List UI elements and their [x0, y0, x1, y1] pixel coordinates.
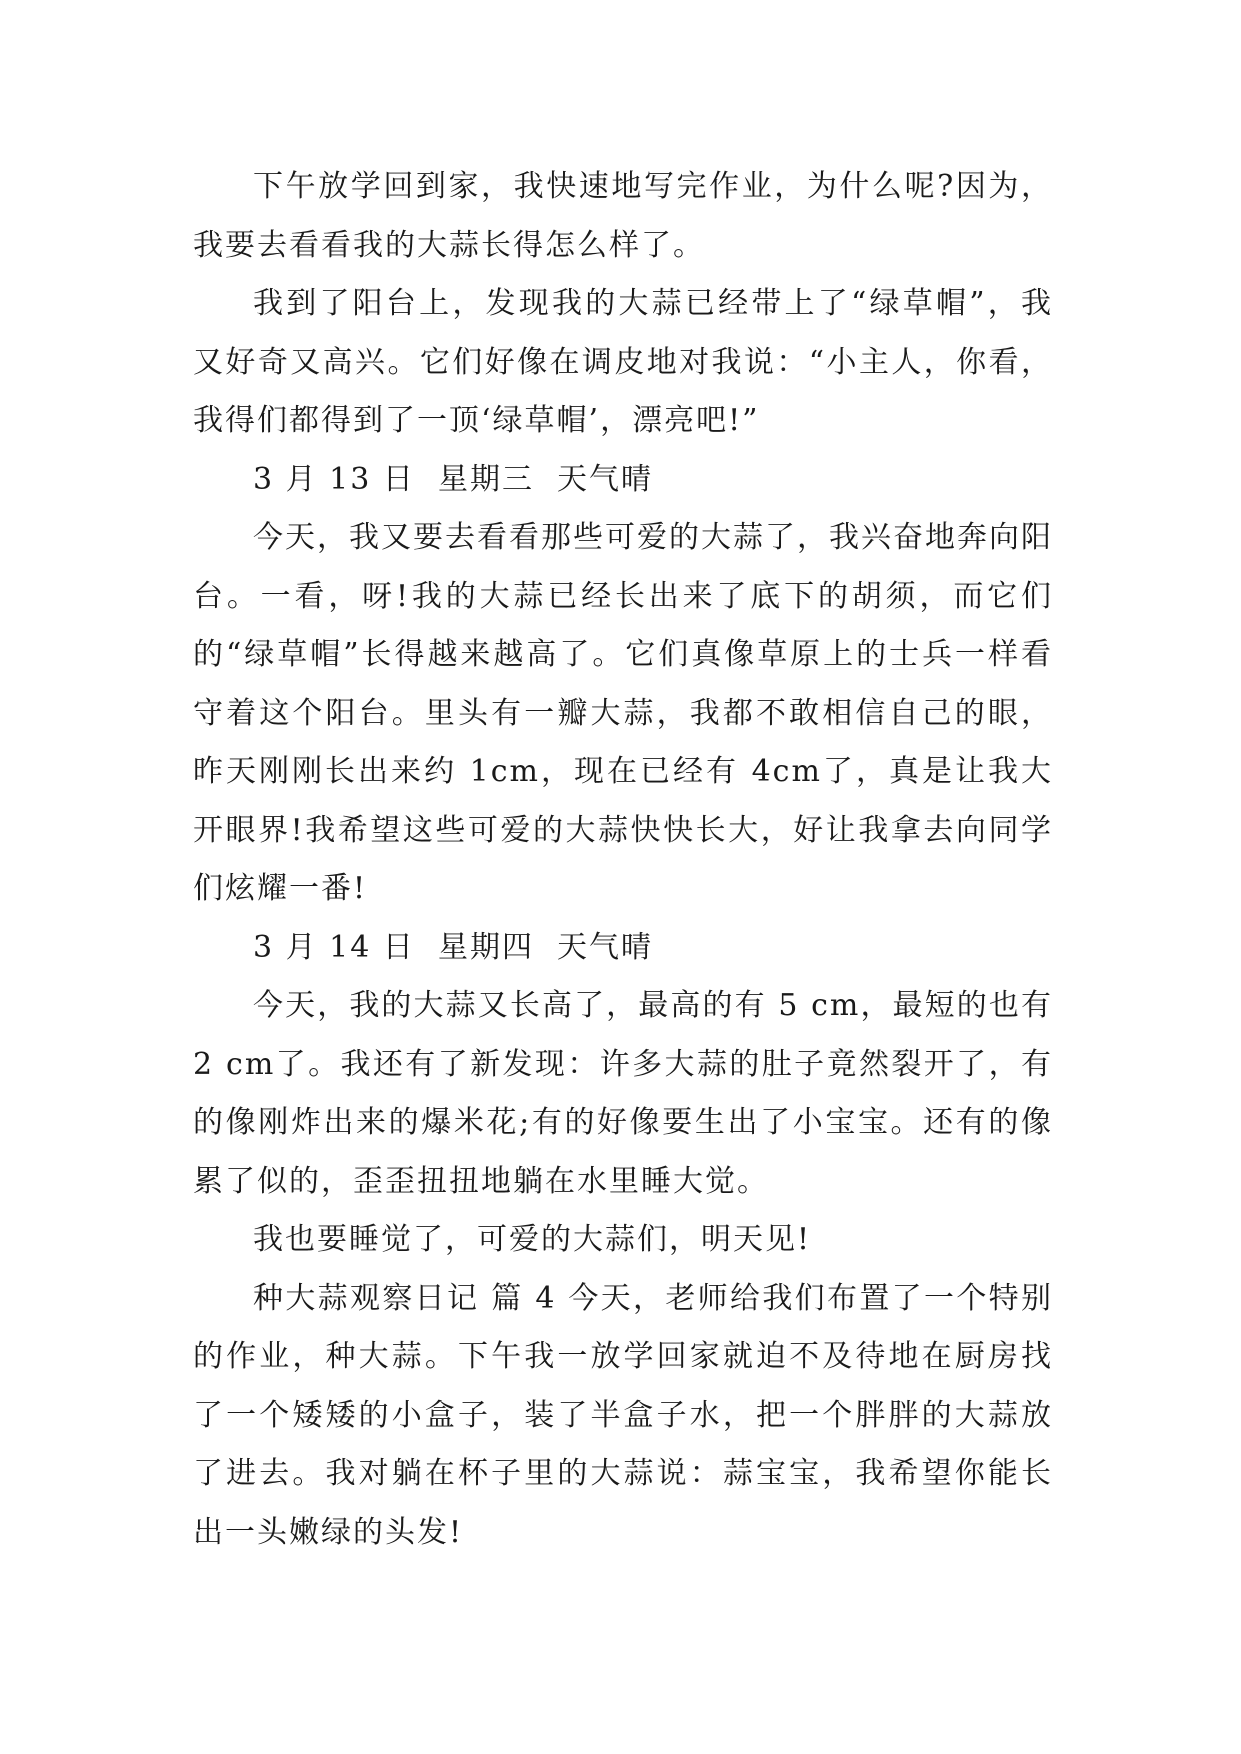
document-body	[193, 158, 1053, 1562]
diary-date-march-13: 3 月 13 日 星期三 天气晴	[253, 461, 654, 497]
paragraph-green-hats: 我到了阳台上，发现我的大蒜已经带上了“绿草帽”，我又好奇又高兴。它们好像在调皮地对我说：“小主人，你看，我得们都得到了一顶‘绿草帽’，漂亮吧!”	[193, 286, 1053, 438]
paragraph-return-home: 下午放学回到家，我快速地写完作业，为什么呢?因为，我要去看看我的大蒜长得怎么样了。	[193, 169, 1053, 263]
paragraph-march-13-entry: 今天，我又要去看看那些可爱的大蒜了，我兴奋地奔向阳台。一看，呀!我的大蒜已经长出来了底下的胡须，而它们的“绿草帽”长得越来越高了。它们真像草原上的士兵一样看守着这个阳台。里头有一瓣大蒜，我都不敢相信自己的眼，昨天刚刚长出来约 1cm，现在已经有 4cm了，真是让我大开眼界!我希望这些可爱的大蒜快快长大，好让我拿去向同学们炫耀一番!	[193, 520, 1053, 906]
paragraph-march-14-entry: 今天，我的大蒜又长高了，最高的有 5 cm，最短的也有 2 cm了。我还有了新发现：许多大蒜的肚子竟然裂开了，有的像刚炸出来的爆米花;有的好像要生出了小宝宝。还有的像累了似的，歪歪扭扭地躺在水里睡大觉。	[193, 988, 1053, 1199]
paragraph-entry-4: 种大蒜观察日记 篇 4 今天，老师给我们布置了一个特别的作业，种大蒜。下午我一放学回家就迫不及待地在厨房找了一个矮矮的小盒子，装了半盒子水，把一个胖胖的大蒜放了进去。我对躺在杯子里的大蒜说：蒜宝宝，我希望你能长出一头嫩绿的头发!	[193, 1280, 1053, 1550]
diary-date-march-14: 3 月 14 日 星期四 天气晴	[253, 929, 654, 965]
paragraph-goodnight: 我也要睡觉了，可爱的大蒜们，明天见!	[253, 1222, 812, 1257]
